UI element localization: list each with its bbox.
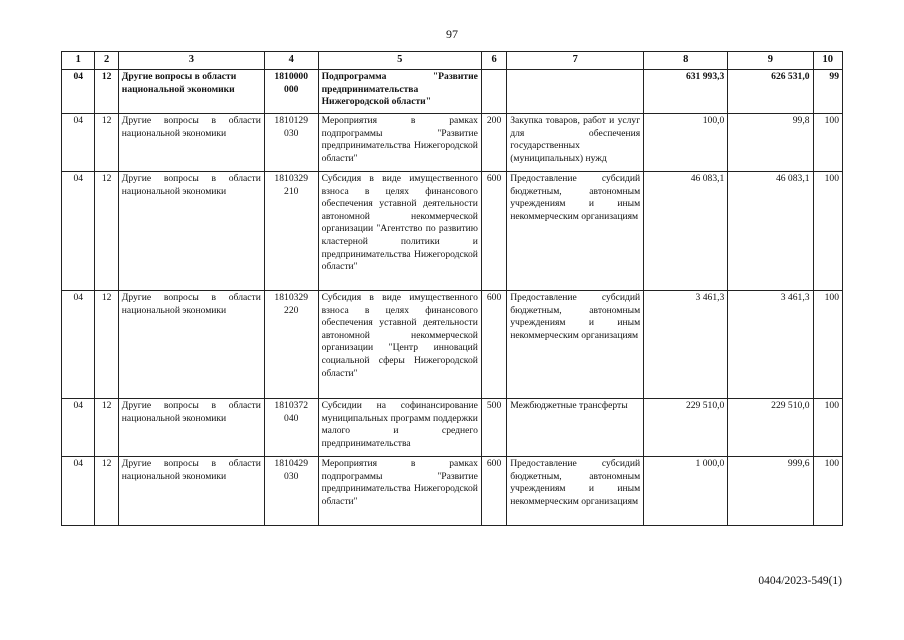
subsection-code: 12 <box>95 291 118 399</box>
header-cell: 4 <box>264 52 318 70</box>
expense-type-name <box>507 70 644 114</box>
planned-amount: 1 000,0 <box>644 457 728 526</box>
table-row <box>62 291 843 399</box>
expense-type-code <box>481 70 506 114</box>
execution-percent: 100 <box>813 291 842 399</box>
target-article-code: 1810372 040 <box>264 399 318 457</box>
table-row <box>62 114 843 172</box>
program-description: Мероприятия в рамках подпрограммы "Развитие предпринимательства Нижегородской области" <box>318 114 481 172</box>
target-article-code: 1810429 030 <box>264 457 318 526</box>
section-code: 04 <box>62 70 95 114</box>
execution-percent: 100 <box>813 457 842 526</box>
expense-type-name: Предоставление субсидий бюджетным, автономным учреждениям и иным некоммерческим организациям <box>507 457 644 526</box>
expense-type-code: 600 <box>481 172 506 291</box>
expense-type-code: 500 <box>481 399 506 457</box>
table-header-row <box>62 52 843 70</box>
section-name: Другие вопросы в области национальной экономики <box>118 457 264 526</box>
expense-type-code: 600 <box>481 457 506 526</box>
header-cell: 2 <box>95 52 118 70</box>
planned-amount: 46 083,1 <box>644 172 728 291</box>
table-row <box>62 172 843 291</box>
target-article-code: 1810329 220 <box>264 291 318 399</box>
expense-type-name: Предоставление субсидий бюджетным, автономным учреждениям и иным некоммерческим организациям <box>507 172 644 291</box>
section-name: Другие вопросы в области национальной экономики <box>118 172 264 291</box>
expense-type-name: Предоставление субсидий бюджетным, автономным учреждениям и иным некоммерческим организациям <box>507 291 644 399</box>
program-description: Субсидии на софинансирование муниципальных программ поддержки малого и среднего предпринимательства <box>318 399 481 457</box>
actual-amount: 229 510,0 <box>728 399 813 457</box>
section-code: 04 <box>62 114 95 172</box>
execution-percent: 100 <box>813 114 842 172</box>
planned-amount: 229 510,0 <box>644 399 728 457</box>
header-cell: 7 <box>507 52 644 70</box>
section-name: Другие вопросы в области национальной экономики <box>118 399 264 457</box>
execution-percent: 100 <box>813 399 842 457</box>
subsection-code: 12 <box>95 114 118 172</box>
actual-amount: 626 531,0 <box>728 70 813 114</box>
program-description: Подпрограмма "Развитие предпринимательства Нижегородской области" <box>318 70 481 114</box>
section-name: Другие вопросы в области национальной экономики <box>118 70 264 114</box>
target-article-code: 1810129 030 <box>264 114 318 172</box>
header-cell: 1 <box>62 52 95 70</box>
budget-table <box>61 51 843 526</box>
header-cell: 6 <box>481 52 506 70</box>
section-code: 04 <box>62 291 95 399</box>
section-name: Другие вопросы в области национальной экономики <box>118 291 264 399</box>
section-code: 04 <box>62 457 95 526</box>
program-description: Мероприятия в рамках подпрограммы "Развитие предпринимательства Нижегородской области" <box>318 457 481 526</box>
page-number: 97 <box>446 27 458 41</box>
header-cell: 3 <box>118 52 264 70</box>
target-article-code: 1810000 000 <box>264 70 318 114</box>
expense-type-name: Закупка товаров, работ и услуг для обеспечения государственных (муниципальных) нужд <box>507 114 644 172</box>
subsection-code: 12 <box>95 172 118 291</box>
section-code: 04 <box>62 399 95 457</box>
planned-amount: 631 993,3 <box>644 70 728 114</box>
program-description: Субсидия в виде имущественного взноса в целях финансового обеспечения уставной деятельности автономной некоммерческой организации "Агентство по развитию кластерной политики и предпринимательства Нижегородской области" <box>318 172 481 291</box>
section-name: Другие вопросы в области национальной экономики <box>118 114 264 172</box>
table-row <box>62 399 843 457</box>
subsection-code: 12 <box>95 399 118 457</box>
expense-type-code: 600 <box>481 291 506 399</box>
header-cell: 5 <box>318 52 481 70</box>
header-cell: 9 <box>728 52 813 70</box>
actual-amount: 99,8 <box>728 114 813 172</box>
target-article-code: 1810329 210 <box>264 172 318 291</box>
expense-type-code: 200 <box>481 114 506 172</box>
expense-type-name: Межбюджетные трансферты <box>507 399 644 457</box>
document-number: 0404/2023-549(1) <box>758 575 842 587</box>
section-code: 04 <box>62 172 95 291</box>
planned-amount: 100,0 <box>644 114 728 172</box>
execution-percent: 100 <box>813 172 842 291</box>
actual-amount: 999,6 <box>728 457 813 526</box>
program-description: Субсидия в виде имущественного взноса в целях финансового обеспечения уставной деятельности автономной некоммерческой организации "Центр инноваций социальной сферы Нижегородской области" <box>318 291 481 399</box>
table-row <box>62 70 843 114</box>
subsection-code: 12 <box>95 457 118 526</box>
header-cell: 8 <box>644 52 728 70</box>
subsection-code: 12 <box>95 70 118 114</box>
execution-percent: 99 <box>813 70 842 114</box>
planned-amount: 3 461,3 <box>644 291 728 399</box>
table-row <box>62 457 843 526</box>
actual-amount: 46 083,1 <box>728 172 813 291</box>
actual-amount: 3 461,3 <box>728 291 813 399</box>
header-cell: 10 <box>813 52 842 70</box>
